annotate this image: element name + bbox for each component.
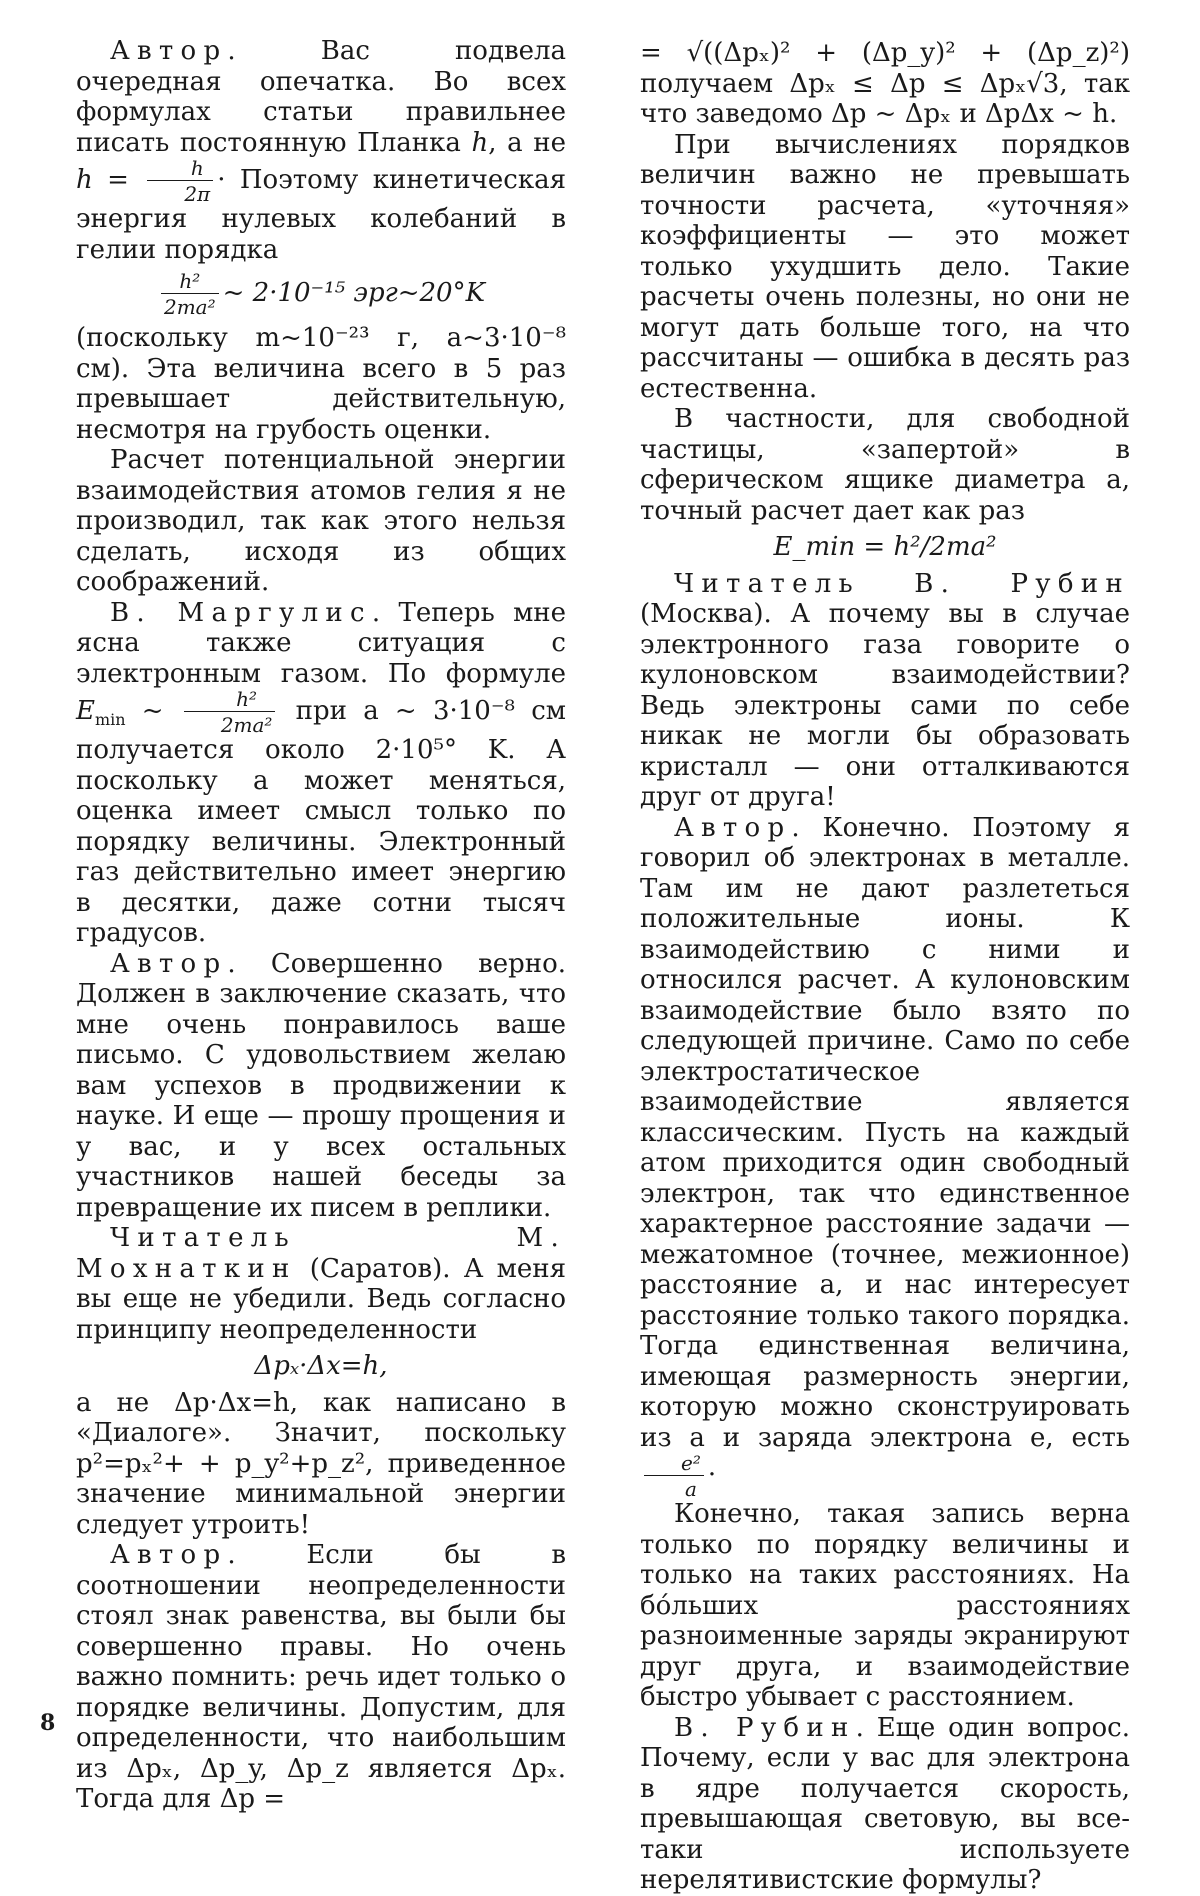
paragraph-dialog-quote: а не Δp·Δx=h, как написано в «Диалоге». Значит, поскольку p²=pₓ²+ + p_y²+p_z², приведенное значение минимальной энергии следует утроить! bbox=[76, 1387, 566, 1540]
paragraph-margulis: В. Маргулис. Теперь мне ясна также ситуация с электронным газом. По формуле $E_{min}$ ~ $\frac{\text{h²}}{\text{2ma²}}$ при a ~ 3·10⁻⁸ см получается около 2·10⁵° K. А поскольку a может меняться, оценка имеет смысл только по порядку величины. Электронный газ действительно имеет энергию в десятки, даже сотни тысяч градусов. bbox=[76, 597, 567, 948]
speaker-mokhnatkin: Читатель М. Мохнаткин bbox=[76, 1223, 566, 1284]
fraction-h2-over-2ma2: $\frac{\text{h²}}{\text{2ma²}}$ bbox=[161, 271, 219, 317]
paragraph-potential-energy: Расчет потенциальной энергии взаимодействия атомов гелия я не производил, так как этого нельзя сделать, исходя из общих соображений. bbox=[76, 445, 566, 597]
paragraph-rubin-2: В. Рубин. Еще один вопрос. Почему, если у вас для электрона в ядре получается скорость, превышающая световую, вы все-таки используете нерелятивистские формулы? bbox=[640, 1712, 1130, 1895]
paragraph-estimate: (поскольку m~10⁻²³ г, a~3·10⁻⁸ см). Эта величина всего в 5 раз превышает действительную, несмотря на грубость оценки. bbox=[76, 323, 566, 445]
paragraph-continued: = √((Δpₓ)² + (Δp_y)² + (Δp_z)²) получаем Δpₓ ≤ Δp ≤ Δpₓ√3, так что заведомо Δp ~ Δpₓ и ΔpΔx ~ h. bbox=[640, 38, 1130, 129]
speaker-rubin: Читатель В. Рубин bbox=[674, 568, 1130, 599]
formula-emin: E_min = h²/2ma² bbox=[773, 532, 997, 562]
page-number: 8 bbox=[40, 1710, 56, 1736]
formula-uncertainty: Δpₓ·Δx=h, bbox=[254, 1351, 388, 1381]
speaker-author: Автор bbox=[110, 1540, 228, 1570]
paragraph-calculations: При вычислениях порядков величин важно не превышать точности расчета, «уточняя» коэффициенты — это может только ухудшить дело. Такие расчеты очень полезны, но они не могут дать больше того, на что рассчитаны — ошибка в десять раз естественна. bbox=[640, 129, 1130, 404]
speaker-margulis: В. Маргулис bbox=[110, 597, 372, 628]
left-column bbox=[76, 36, 566, 1815]
speaker-author: Автор bbox=[110, 948, 228, 979]
paragraph-author-reply-1: Автор. Вас подвела очередная опечатка. Во всех формулах статьи правильнее писать постоянную Планка h, а не h = $\frac{h}{2\pi}$ · Поэтому кинетическая энергия нулевых колебаний в гелии порядка bbox=[76, 36, 567, 265]
speaker-author: Автор bbox=[110, 36, 228, 66]
paragraph-screening: Конечно, такая запись верна только по порядку величины и только на таких расстояниях. На бóльших расстояниях разноименные заряды экранируют друг друга, и взаимодействие быстро убывает с расстоянием. bbox=[640, 1499, 1130, 1712]
formula-zero-point-energy: $\frac{\text{h²}}{\text{2ma²}}$ ~ 2·10⁻¹⁵ эрг~20°K bbox=[76, 271, 566, 317]
fraction-e2-over-a: $\frac{\text{e²}}{a}$ bbox=[644, 1453, 704, 1499]
fraction-emin: $\frac{\text{h²}}{\text{2ma²}}$ bbox=[184, 689, 276, 735]
paragraph-mokhnatkin: Читатель М. Мохнаткин (Саратов). А меня вы еще не убедили. Ведь согласно принципу неопределенности bbox=[76, 1223, 566, 1345]
right-column bbox=[640, 38, 1130, 1896]
fraction-h-over-2pi: $\frac{h}{2\pi}$ bbox=[147, 158, 213, 204]
paragraph-author-reply-4: Автор. Конечно. Поэтому я говорил об электронах в металле. Там им не дают разлететься положительные ионы. К взаимодействию с ними и относился расчет. А кулоновским взаимодействие было взято по следующей причине. Само по себе электростатическое взаимодействие является классическим. Пусть на каждый атом приходится один свободный электрон, так что единственное характерное расстояние задачи — межатомное (точнее, межионное) расстояние a, и нас интересует расстояние только такого порядка. Тогда единственная величина, имеющая размерность энергии, которую можно сконструировать из a и заряда электрона e, есть $\frac{\text{e²}}{a}$ · bbox=[640, 812, 1130, 1501]
paragraph-rubin-1: Читатель В. Рубин (Москва). А почему вы в случае электронного газа говорите о кулоновском взаимодействии? Ведь электроны сами по себе никак не могли бы образовать кристалл — они отталкиваются друг от друга! bbox=[640, 568, 1130, 812]
paragraph-free-particle: В частности, для свободной частицы, «запертой» в сферическом ящике диаметра a, точный расчет дает как раз bbox=[640, 404, 1130, 526]
paragraph-author-reply-3: Автор. Если бы в соотношении неопределенности стоял знак равенства, вы были бы совершенно правы. Но очень важно помнить: речь идет только о порядке величины. Допустим, для определенности, что наибольшим из Δpₓ, Δp_y, Δp_z является Δpₓ. Тогда для Δp = bbox=[76, 1540, 566, 1814]
speaker-rubin: В. Рубин bbox=[674, 1712, 856, 1743]
paragraph-author-reply-2: Автор. Совершенно верно. Должен в заключение сказать, что мне очень понравилось ваше письмо. С удовольствием желаю вам успехов в продвижении к науке. И еще — прошу прощения и у вас, и у всех остальных участников нашей беседы за превращение их писем в реплики. bbox=[76, 948, 566, 1223]
speaker-author: Автор bbox=[674, 812, 792, 843]
